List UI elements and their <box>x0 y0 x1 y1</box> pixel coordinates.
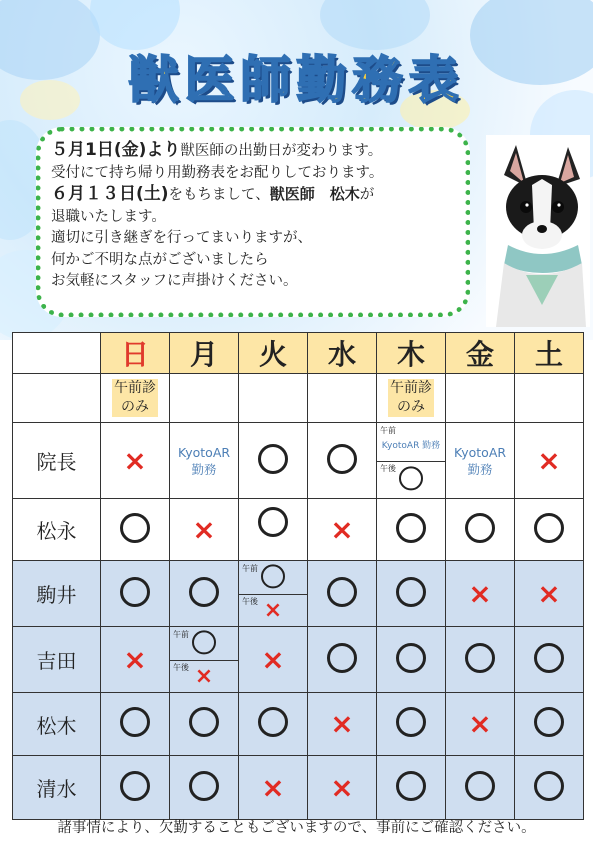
circle-mark <box>327 577 357 607</box>
cell-on <box>377 627 446 693</box>
cell-on <box>170 756 239 820</box>
cross-mark: × <box>261 770 285 804</box>
circle-mark <box>189 577 219 607</box>
schedule-row-shimizu <box>13 756 584 820</box>
cell-off <box>515 423 584 499</box>
kyoto-label: KyotoAR <box>177 444 231 460</box>
kyoto-small-label: KyotoAR 勤務 <box>381 441 441 452</box>
notice-text: をもちまして、 <box>168 187 270 203</box>
circle-mark <box>120 577 150 607</box>
cell-on <box>377 756 446 820</box>
vet-name: 吉田 <box>13 627 101 693</box>
schedule-table <box>12 332 584 820</box>
cross-mark: × <box>468 576 492 610</box>
cell-off <box>170 499 239 561</box>
cell-on <box>515 693 584 756</box>
circle-mark <box>396 577 426 607</box>
vet-name: 院長 <box>13 423 101 499</box>
cell-split <box>170 627 239 693</box>
cell-on <box>239 423 308 499</box>
circle-mark <box>534 513 564 543</box>
am-only-mon <box>170 374 239 423</box>
cross-mark: × <box>537 576 561 610</box>
cell-on <box>170 561 239 627</box>
cell-off <box>239 756 308 820</box>
footer-note: 諸事情により、欠勤することもございますので、事前にご確認ください。 <box>57 820 536 836</box>
pm-label: 午後 <box>173 662 189 672</box>
am-label: 午前 <box>380 426 396 435</box>
cross-mark: × <box>468 707 492 740</box>
split-mark <box>170 663 238 689</box>
vet-name: 松永 <box>13 499 101 561</box>
circle-mark <box>120 771 150 801</box>
circle-mark <box>534 771 564 801</box>
am-only-tag <box>388 379 434 417</box>
am-only-sun <box>101 374 170 423</box>
split-mark <box>170 631 238 659</box>
cross-mark: × <box>330 512 354 546</box>
cell-on <box>101 693 170 756</box>
cell-off <box>308 693 377 756</box>
cell-on <box>446 499 515 561</box>
circle-mark <box>396 707 426 737</box>
notice-text: が <box>359 187 375 203</box>
am-only-fri <box>446 374 515 423</box>
chihuahua-photo <box>486 135 590 327</box>
cell-on <box>515 756 584 820</box>
notice-line-4: 退職いたします。 <box>51 208 166 225</box>
cell-on <box>239 499 308 561</box>
page-title: 獣医師勤務表 <box>128 51 465 109</box>
circle-mark <box>189 707 219 737</box>
notice-box <box>36 127 470 317</box>
am-only-text: のみ <box>121 399 149 415</box>
cell-off <box>446 561 515 627</box>
cell-on <box>101 561 170 627</box>
am-only-tue <box>239 374 308 423</box>
notice-line-3 <box>51 184 453 207</box>
day-header-sat: 土 <box>515 333 584 374</box>
circle-mark <box>534 643 564 673</box>
cell-on <box>446 627 515 693</box>
cell-kyoto <box>446 423 515 499</box>
day-header-wed: 水 <box>308 333 377 374</box>
cell-on <box>446 756 515 820</box>
am-only-text: 午前診 <box>114 380 156 396</box>
cross-mark: × <box>330 770 354 804</box>
circle-mark <box>258 707 288 737</box>
notice-line-5: 適切に引き継ぎを行ってまいりますが、 <box>51 230 312 246</box>
day-header-tue: 火 <box>239 333 308 374</box>
circle-mark <box>396 771 426 801</box>
split-mark <box>239 597 307 623</box>
am-only-text: 午前診 <box>390 380 432 396</box>
am-label: 午前 <box>242 564 258 573</box>
schedule-row-yoshida <box>13 627 584 693</box>
notice-line-6: 何かご不明な点がございましたら <box>51 251 269 268</box>
cross-mark: × <box>123 443 147 477</box>
cell-on <box>101 756 170 820</box>
cell-on <box>239 693 308 756</box>
cell-on <box>308 423 377 499</box>
cell-off <box>239 627 308 693</box>
split-mark <box>377 467 445 495</box>
schedule-row-komai <box>13 561 584 627</box>
cell-off <box>446 693 515 756</box>
cross-mark: × <box>263 597 283 623</box>
kyoto-label: KyotoAR <box>453 444 507 460</box>
cell-split <box>239 561 308 627</box>
cell-on <box>308 561 377 627</box>
split-pm <box>377 461 445 499</box>
day-header-mon: 月 <box>170 333 239 374</box>
circle-mark <box>120 513 150 543</box>
am-label: 午前 <box>173 630 189 639</box>
day-header-sun: 日 <box>101 333 170 374</box>
cross-mark: × <box>192 512 216 546</box>
circle-mark <box>327 643 357 673</box>
cell-off <box>308 499 377 561</box>
cell-on <box>377 499 446 561</box>
circle-mark <box>327 444 357 474</box>
split-pm <box>170 660 238 693</box>
pm-label: 午後 <box>242 596 258 606</box>
cell-on <box>515 499 584 561</box>
cell-on <box>101 499 170 561</box>
notice-date-highlight: ５月1日(金)より <box>51 140 181 160</box>
schedule-row-inchou <box>13 423 584 499</box>
day-header-fri: 金 <box>446 333 515 374</box>
notice-line-2: 受付にて持ち帰り用勤務表をお配りしております。 <box>51 164 384 181</box>
am-only-row <box>13 374 584 423</box>
cross-mark: × <box>194 663 214 689</box>
circle-mark <box>534 707 564 737</box>
split-pm <box>239 594 307 627</box>
schedule-row-matsunaga <box>13 499 584 561</box>
circle-mark <box>465 771 495 801</box>
day-header-thu: 木 <box>377 333 446 374</box>
cell-on <box>308 627 377 693</box>
vet-name: 駒井 <box>13 561 101 627</box>
kyoto-label: 勤務 <box>467 461 493 477</box>
am-only-thu <box>377 374 446 423</box>
vet-name: 松木 <box>13 693 101 756</box>
cross-mark: × <box>537 443 561 477</box>
circle-mark <box>396 643 426 673</box>
split-am <box>170 627 238 661</box>
notice-text: 獣医師の出勤日が変わります。 <box>180 143 383 159</box>
split-mark <box>239 565 307 593</box>
cross-mark: × <box>261 642 285 676</box>
circle-mark <box>258 507 288 537</box>
cell-split <box>377 423 446 499</box>
cell-off <box>308 756 377 820</box>
kyoto-label: 勤務 <box>191 461 217 477</box>
am-only-wed <box>308 374 377 423</box>
vet-name: 清水 <box>13 756 101 820</box>
am-only-tag <box>112 379 158 417</box>
circle-mark <box>465 513 495 543</box>
circle-mark <box>192 631 216 655</box>
circle-mark <box>120 707 150 737</box>
cell-on <box>377 693 446 756</box>
notice-vet-name: 獣医師 松木 <box>269 185 360 203</box>
cell-off <box>515 561 584 627</box>
pm-label: 午後 <box>380 463 396 473</box>
notice-date-highlight: ６月１３日(土) <box>51 184 169 204</box>
cell-off <box>101 423 170 499</box>
split-am <box>239 561 307 595</box>
cell-on <box>170 693 239 756</box>
cell-kyoto <box>170 423 239 499</box>
circle-mark <box>396 513 426 543</box>
corner-cell <box>13 333 101 374</box>
notice-line-7: お気軽にスタッフに声掛けください。 <box>51 273 298 289</box>
circle-mark <box>261 565 285 589</box>
cross-mark: × <box>330 707 354 740</box>
am-only-corner <box>13 374 101 423</box>
cross-mark: × <box>123 642 147 676</box>
cell-off <box>101 627 170 693</box>
circle-mark <box>189 771 219 801</box>
circle-mark <box>258 444 288 474</box>
day-header-row <box>13 333 584 374</box>
cell-on <box>377 561 446 627</box>
split-am <box>377 423 445 462</box>
circle-mark <box>465 643 495 673</box>
am-only-sat <box>515 374 584 423</box>
am-only-text: のみ <box>397 399 425 415</box>
notice-line-1 <box>51 140 453 163</box>
cell-on <box>515 627 584 693</box>
schedule-row-matsuki <box>13 693 584 756</box>
circle-mark <box>399 467 423 491</box>
